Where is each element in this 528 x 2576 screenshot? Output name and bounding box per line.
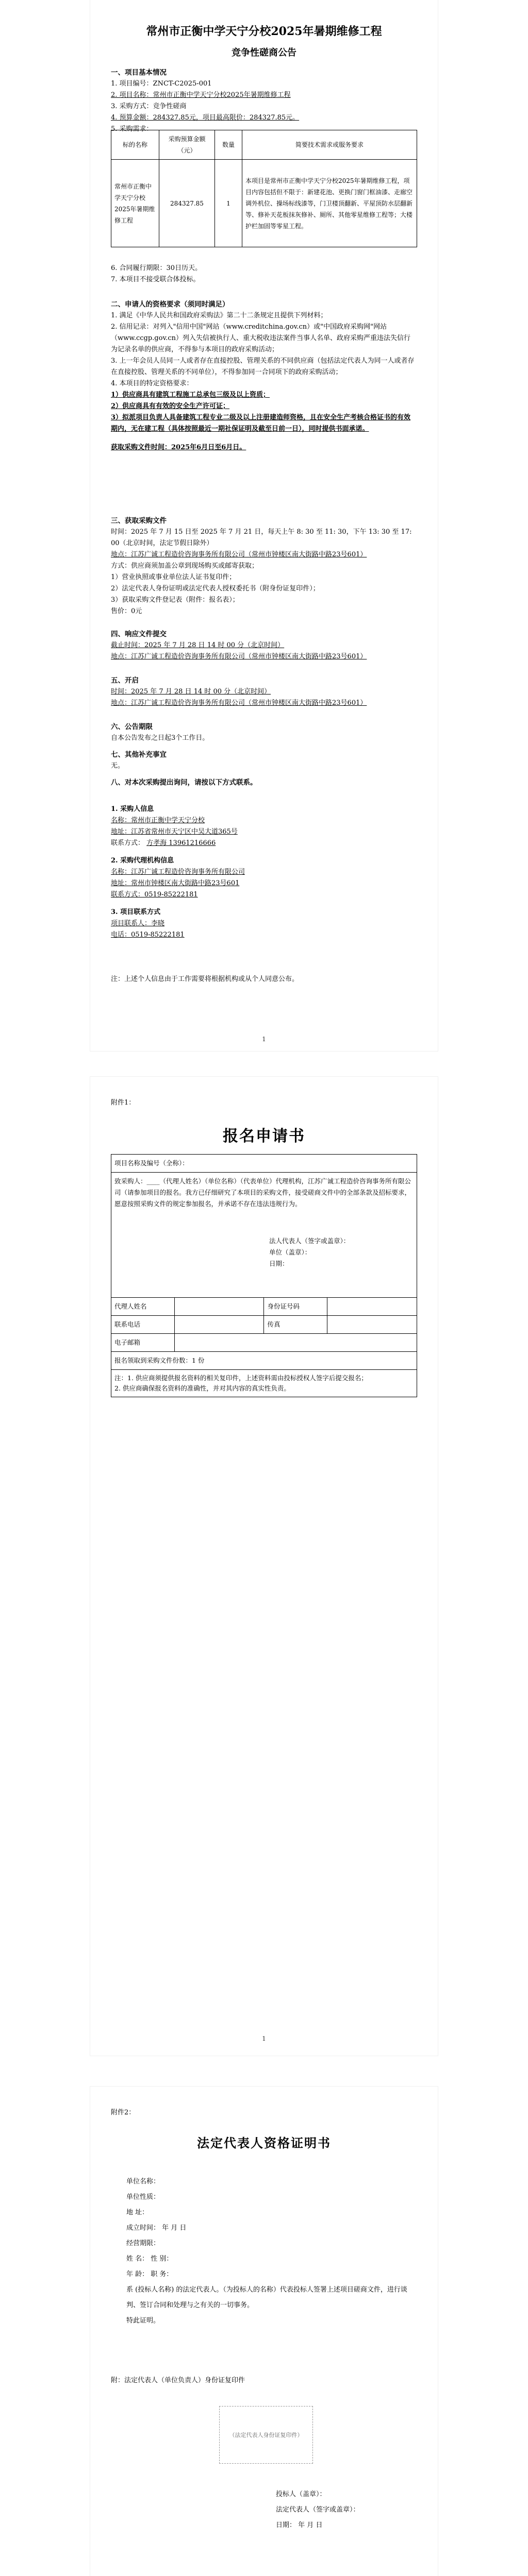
table-cell: 1	[215, 160, 242, 247]
obtain-item: 3）获取采购文件登记表（附件：报名表）；	[111, 596, 239, 604]
requirement-table-wrap	[111, 130, 417, 247]
qual-item: 4. 本项目的特定资格要求：	[111, 380, 193, 387]
contact-subhead: 2. 采购代理机构信息	[111, 857, 174, 865]
contact-line: 项目联系人：李晓	[111, 920, 165, 927]
section-submit	[111, 629, 417, 663]
form-title: 报名申请书	[223, 1127, 305, 1145]
qual-bold: 2）供应商具有有效的安全生产许可证；	[111, 402, 230, 410]
note-cell	[111, 1370, 417, 1397]
section-qualification	[111, 299, 417, 453]
rep-line: 特此证明。	[126, 2317, 160, 2325]
registration-form	[111, 1154, 417, 1397]
table-cell: 身份证号码	[264, 1298, 327, 1316]
table-cell	[327, 1298, 417, 1316]
note-line: 2. 供应商确保报名资料的准确性，并对其内容的真实性负责。	[114, 1384, 290, 1392]
rep-line: 单位名称：	[126, 2178, 160, 2185]
rep-line: 成立时间： 年 月 日	[126, 2224, 187, 2232]
open-item: 时间：2025 年 7 月 28 日 14 时 00 分（北京时间）	[111, 688, 271, 696]
table-cell	[175, 1334, 417, 1352]
agent-line: 名称：江苏广诚工程造价咨询事务所有限公司	[111, 868, 245, 876]
page-registration	[90, 1077, 438, 2056]
obtain-item: 地点：江苏广诚工程造价咨询事务所有限公司（常州市钟楼区南大街路中路23号601）	[111, 551, 367, 558]
table-cell: 本项目是常州市正衡中学天宁分校2025年暑期维修工程，项目内容包括但不限于：新建花池、更换门窗门框油漆、走廊空调外机位、操场标线漆等，门卫楼顶翻新、平屋顶防水层翻新等、修补天花板抹灰修补、厕所、其他零星维修工程等；大楼护栏加固等零星工程。	[242, 160, 417, 247]
sign-date: 日期： 年 月 日	[276, 2521, 323, 2529]
attachment-note: 附：法定代表人（单位负责人）身份证复印件	[111, 2377, 245, 2384]
legal-rep-lines	[111, 2174, 417, 2329]
section-period	[111, 721, 417, 788]
table-cell	[175, 1298, 264, 1316]
submit-item: 地点：江苏广诚工程造价咨询事务所有限公司（常州市钟楼区南大街路中路23号601）	[111, 653, 367, 660]
obtain-item: 2）法定代表人身份证明或法定代表人授权委托书（附身份证复印件）；	[111, 585, 320, 592]
contact-subhead: 1. 采购人信息	[111, 805, 154, 813]
section-heading: 三、获取采购文件	[111, 517, 167, 525]
table-cell	[327, 1316, 417, 1334]
qual-item: 3. 上一年会员人员同一人或者存在直接控股、管理关系的不同供应商（包括法定代表人为同一人或者存在直接控股、管理关系的不同单位），不得参加同一合同项下的政府采购活动；	[111, 357, 415, 376]
table-header: 简要技术需求或服务要求	[242, 130, 417, 160]
page-number: 1	[262, 1036, 266, 1043]
table-header: 数量	[215, 130, 242, 160]
section-heading: 五、开启	[111, 676, 139, 685]
attachment-label: 附件2：	[111, 2109, 136, 2116]
table-row	[111, 1298, 417, 1316]
table-row	[111, 1352, 417, 1370]
qual-item: 1. 满足《中华人民共和国政府采购法》第二十二条规定且提供下列材料；	[111, 312, 327, 319]
table-row	[111, 160, 417, 247]
bidder-seal: 投标人（盖章）：	[276, 2490, 326, 2498]
basic-item: 4. 预算金额：284327.85元，项目最高限价：284327.85元。	[111, 114, 300, 122]
footer-note: 注：上述个人信息由于工作需要将根据机构或从个人同意公布。	[111, 975, 299, 983]
section-basic-info	[111, 67, 417, 135]
agent-line: 地址：常州市钟楼区南大街路中路23号601	[111, 879, 240, 887]
table-cell: 报名领取到采购文件份数：1 份	[111, 1352, 417, 1370]
section-heading: 四、响应文件提交	[111, 630, 167, 638]
table-cell: 284327.85	[159, 160, 215, 247]
obtain-item: 1）营业执照或事业单位法人证书复印件；	[111, 573, 236, 581]
basic-item: 6. 合同履行期限：30日历天。	[111, 264, 202, 272]
doc-subtitle: 竞争性磋商公告	[232, 47, 296, 58]
page-number: 1	[262, 2035, 266, 2042]
rep-line: 年 龄： 职 务：	[126, 2270, 173, 2278]
doc-title: 常州市正衡中学天宁分校2025年暑期维修工程	[146, 25, 382, 38]
legal-rep-sign: 法定代表人（签字或盖章）：	[276, 2506, 360, 2514]
declaration-date: 日期：	[269, 1260, 289, 1267]
table-cell: 联系电话	[111, 1316, 175, 1334]
table-cell	[175, 1316, 264, 1334]
contact-subhead: 3. 项目联系方式	[111, 908, 161, 916]
contact-line: 电话：0519-85222181	[111, 931, 185, 939]
rep-line: 经营期限：	[126, 2240, 160, 2247]
section-contacts	[111, 804, 417, 941]
table-row	[111, 1316, 417, 1334]
qual-item: 2. 信用记录：对列入"信用中国"网站（www.creditchina.gov.cn）或"中国政府采购网"网站（www.ccgp.gov.cn）列入失信被执行人、重大税收违法案件当事人名单、政府采购严重违法失信行为记录名单的供应商，不得参与本项目的政府采购活动；	[111, 323, 411, 353]
basic-item: 3. 采购方式：竞争性磋商	[111, 103, 187, 110]
basic-item: 2. 项目名称：常州市正衡中学天宁分校2025年暑期维修工程	[111, 91, 291, 99]
basic-item: 5. 采购需求：	[111, 125, 153, 133]
rep-line: 地 址：	[126, 2209, 149, 2216]
table-cell: 电子邮箱	[111, 1334, 175, 1352]
section-heading: 六、公告期限	[111, 723, 153, 731]
rep-paragraph: 系 (投标人名称) 的法定代表人。（为投标人的名称）代表投标人签署上述项目磋商文件，进行谈判、签订合同和处理与之有关的一切事务。	[126, 2286, 407, 2309]
page-legal-rep	[90, 2087, 438, 2576]
declaration-sign: 法人代表人（签字或盖章）：	[269, 1237, 350, 1245]
obtain-item: 时间：2025 年 7 月 15 日至 2025 年 7 月 21 日，每天上午 8: 30 至 11: 30，下午 13: 30 至 17: 00（北京时间，法定节假日除外）	[111, 528, 412, 547]
note-line: 注：1. 供应商须提供报名资料的相关复印件，上述资料需由投标授权人签字后提交报名；	[114, 1374, 368, 1382]
table-header: 标的名称	[111, 130, 159, 160]
id-copy-placeholder: （法定代表人身份证复印件）	[219, 2406, 313, 2464]
section-heading: 一、项目基本情况	[111, 69, 167, 77]
declaration-text: 致采购人：____（代理人姓名）（单位名称）（代表单位）代理机构，江苏广诚工程造价咨询事务所有限公司（请参加项目的报名。我方已仔细研究了本项目的采购文件，接受磋商文件中的全部条款及招标要求，愿意按照采购文件的规定参加报名，并承诺不存在违法违规行为。	[114, 1177, 411, 1208]
table-cell: 常州市正衡中学天宁分校2025年暑期维修工程	[111, 160, 159, 247]
section-heading: 八、对本次采购提出询问，请按以下方式联系。	[111, 778, 257, 787]
qual-bold: 1）供应商具有建筑工程施工总承包三级及以上资质；	[111, 391, 270, 399]
agent-line: 联系方式：0519-85222181	[111, 891, 198, 899]
table-header: 采购预算金额（元）	[159, 130, 215, 160]
table-row	[111, 1334, 417, 1352]
qual-tail: 获取采购文件时间：2025年6月日至6月日。	[111, 444, 246, 451]
obtain-item: 售价：0元	[111, 607, 142, 615]
table-cell: 代理人姓名	[111, 1298, 175, 1316]
page-announcement	[90, 0, 438, 1051]
table-cell: 传真	[264, 1316, 327, 1334]
basic-item: 1. 项目编号：ZNCT-C2025-001	[111, 80, 212, 88]
section-heading: 二、申请人的资格要求（须同时满足）	[111, 300, 229, 309]
other-text: 无。	[111, 762, 125, 770]
rep-line: 单位性质：	[126, 2193, 160, 2201]
registration-table	[111, 1154, 417, 1397]
buyer-line: 方孝海 13961216666	[146, 839, 216, 847]
buyer-line: 联系方式：	[111, 839, 145, 847]
form-title: 法定代表人资格证明书	[197, 2136, 331, 2150]
attachment-label: 附件1：	[111, 1099, 136, 1107]
rep-line: 姓 名： 性 别：	[126, 2255, 173, 2263]
submit-item: 截止时间：2025 年 7 月 28 日 14 时 00 分（北京时间）	[111, 641, 285, 649]
obtain-item: 方式：供应商须加盖公章到现场购买或邮寄获取；	[111, 562, 259, 570]
period-text: 自本公告发布之日起3个工作日。	[111, 734, 209, 742]
declaration-seal: 单位（盖章）：	[269, 1248, 311, 1256]
open-item: 地点：江苏广诚工程造价咨询事务所有限公司（常州市钟楼区南大街路中路23号601）	[111, 699, 367, 707]
section-basic-more	[111, 263, 417, 285]
section-open	[111, 675, 417, 709]
section-obtain	[111, 515, 417, 617]
basic-item: 7. 本项目不接受联合体投标。	[111, 276, 200, 283]
declaration-cell	[111, 1173, 417, 1298]
buyer-line: 地址：江苏省常州市天宁区中吴大道365号	[111, 828, 238, 836]
qual-bold: 3）拟派项目负责人具备建筑工程专业二级及以上注册建造师资格，且在安全生产考核合格证书的有效期内，无在建工程（具体按照最近一期社保证明及截至日前一日），同时提供书面承诺。	[111, 414, 411, 433]
buyer-line: 名称：常州市正衡中学天宁分校	[111, 817, 205, 824]
section-heading: 七、其他补充事宜	[111, 751, 167, 759]
requirement-table	[111, 130, 417, 247]
project-name-cell: 项目名称及编号（全称）：	[111, 1155, 417, 1173]
